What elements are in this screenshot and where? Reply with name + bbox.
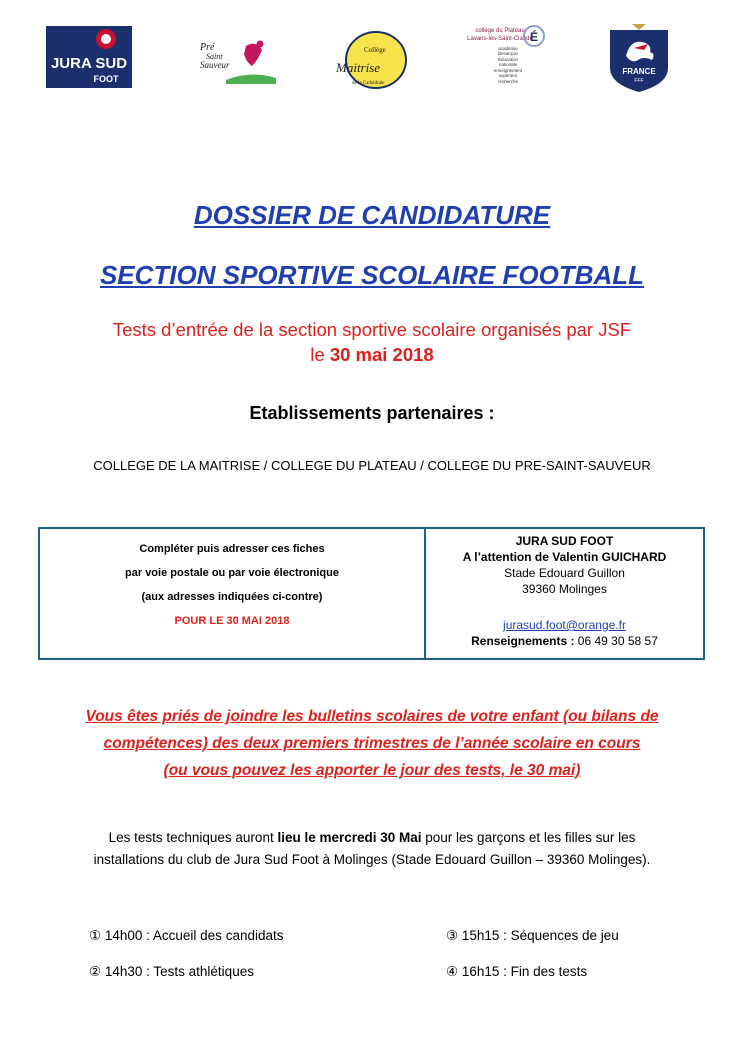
svg-text:Lavans-lès-Saint-Claude: Lavans-lès-Saint-Claude	[467, 36, 533, 42]
svg-text:Maitrise: Maitrise	[336, 60, 381, 75]
svg-text:nationale: nationale	[498, 62, 518, 67]
partners-heading: Etablissements partenaires :	[249, 403, 495, 423]
contact-address	[426, 529, 703, 658]
svg-text:FFF: FFF	[634, 78, 644, 84]
svg-text:recherche: recherche	[497, 79, 519, 84]
report-cards-warning: Vous êtes priés de joindre les bulletins scolaires de votre enfant (ou bilans de compétences) des deux premiers trimestres de l’année scolaire en cours (ou vous pouvez les apporter le jour des tests, le 30 mai)	[85, 708, 659, 779]
svg-text:de la Cathédrale: de la Cathédrale	[352, 81, 385, 86]
partner-logos	[0, 22, 744, 92]
svg-text:Éducation: Éducation	[497, 57, 519, 62]
attention-line: A l’attention de Valentin GUICHARD	[462, 550, 667, 564]
address-line-1: Stade Edouard Guillon	[504, 566, 625, 580]
pre-saint-sauveur-logo	[196, 40, 280, 84]
subtitle-date: le 30 mai 2018	[310, 344, 434, 365]
svg-text:académie: académie	[498, 46, 518, 51]
svg-text:Besançon: Besançon	[497, 51, 519, 56]
subtitle-tests: Tests d’entrée de la section sportive scolaire organisés par JSF	[112, 319, 632, 340]
schedule-item-1: ① 14h00 : Accueil des candidats	[89, 928, 284, 943]
schedule-item-3: ③ 15h15 : Séquences de jeu	[446, 928, 619, 943]
svg-text:Sauveur: Sauveur	[200, 60, 230, 70]
college-maitrise-logo	[330, 30, 410, 90]
jura-sud-text: JURA SUD	[50, 55, 128, 72]
svg-text:supérieur: supérieur	[498, 73, 518, 78]
title-section: SECTION SPORTIVE SCOLAIRE FOOTBALL	[99, 260, 645, 290]
college-plateau-logo	[452, 22, 548, 92]
jura-foot-text: FOOT	[93, 74, 119, 84]
svg-text:enseignement: enseignement	[493, 68, 523, 73]
phone-line: Renseignements : 06 49 30 58 57	[471, 634, 658, 648]
address-line-2: 39360 Molinges	[522, 582, 607, 596]
partners-list: COLLEGE DE LA MAITRISE / COLLEGE DU PLATEAU / COLLEGE DU PRE-SAINT-SAUVEUR	[93, 458, 651, 473]
svg-text:FRANCE: FRANCE	[622, 67, 656, 76]
schedule-item-2: ② 14h30 : Tests athlétiques	[89, 964, 254, 979]
instructions-box	[38, 527, 705, 660]
tests-info: Les tests techniques auront lieu le mercredi 30 Mai pour les garçons et les filles sur les installations du club de Jura Sud Foot à Molinges (Stade Edouard Guillon – 39360 Molinges).	[93, 830, 651, 867]
email-link[interactable]: jurasud.foot@orange.fr	[503, 618, 626, 632]
svg-text:Collège: Collège	[364, 46, 386, 54]
fff-france-logo	[604, 22, 674, 94]
schedule-item-4: ④ 16h15 : Fin des tests	[446, 964, 588, 979]
deadline-text: POUR LE 30 MAI 2018	[174, 615, 290, 627]
jura-sud-foot-logo	[46, 26, 132, 88]
svg-text:collège du Plateau: collège du Plateau	[475, 28, 525, 34]
svg-text:É: É	[529, 30, 539, 44]
svg-text:Pré: Pré	[200, 42, 215, 53]
org-name: JURA SUD FOOT	[515, 534, 614, 548]
title-dossier: DOSSIER DE CANDIDATURE	[193, 200, 551, 230]
instructions-left: Compléter puis adresser ces fiches par voie postale ou par voie électronique (aux adresses indiquées ci-contre) POUR LE 30 MAI 2018	[40, 529, 426, 658]
svg-text:Saint: Saint	[206, 52, 223, 61]
